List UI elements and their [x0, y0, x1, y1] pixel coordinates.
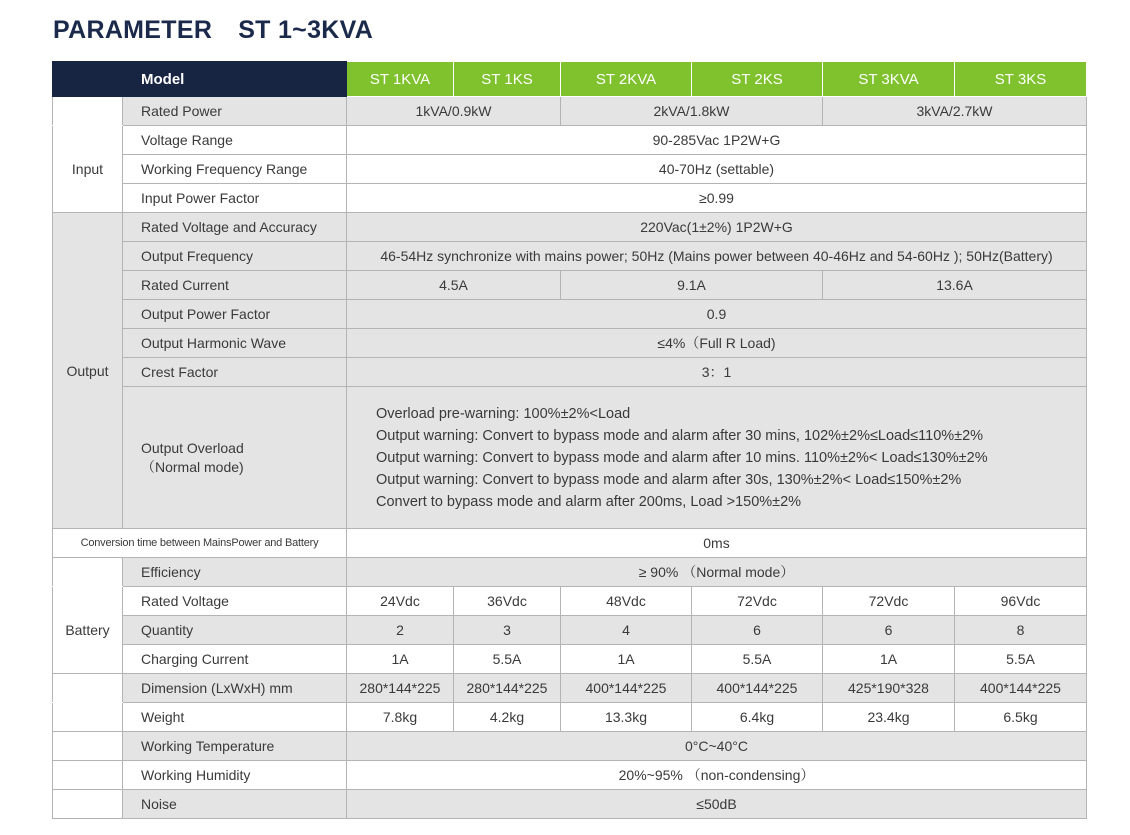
param-value: 425*190*328: [823, 674, 955, 703]
param-label: Rated Current: [123, 271, 347, 300]
spec-table: [52, 61, 1087, 819]
table-row: [53, 387, 1087, 529]
param-value: 1A: [347, 645, 454, 674]
param-label: Dimension (LxWxH) mm: [123, 674, 347, 703]
param-value: 0°C~40°C: [347, 732, 1087, 761]
param-value: 1kVA/0.9kW: [347, 97, 561, 126]
overload-description: [347, 387, 1087, 529]
group-spacer: [53, 674, 123, 703]
param-value: ≤50dB: [347, 790, 1087, 819]
page-title-main: PARAMETER: [53, 16, 213, 44]
table-row: [53, 184, 1087, 213]
param-value: 3: [454, 616, 561, 645]
overload-line: Convert to bypass mode and alarm after 200ms, Load >150%±2%: [376, 493, 802, 510]
param-value: 6: [823, 616, 955, 645]
table-row: [53, 790, 1087, 819]
param-value: 5.5A: [955, 645, 1087, 674]
param-value: 46-54Hz synchronize with mains power; 50Hz (Mains power between 40-46Hz and 54-60Hz ); 50Hz(Battery): [347, 242, 1087, 271]
table-row: [53, 616, 1087, 645]
param-value: 24Vdc: [347, 587, 454, 616]
table-row: [53, 674, 1087, 703]
param-value: 13.3kg: [561, 703, 692, 732]
table-row: [53, 271, 1087, 300]
param-value: 23.4kg: [823, 703, 955, 732]
param-value: 7.8kg: [347, 703, 454, 732]
group-label-input: Input: [53, 126, 123, 213]
param-value: 4.5A: [347, 271, 561, 300]
column-header: ST 1KVA: [347, 62, 454, 97]
table-row: [53, 358, 1087, 387]
param-value: ≤4%（Full R Load): [347, 329, 1087, 358]
param-value: 5.5A: [454, 645, 561, 674]
table-row: [53, 329, 1087, 358]
param-value: 3kVA/2.7kW: [823, 97, 1087, 126]
param-value: 40-70Hz (settable): [347, 155, 1087, 184]
table-row: [53, 703, 1087, 732]
param-label: Voltage Range: [123, 126, 347, 155]
overload-line: Output warning: Convert to bypass mode and alarm after 30s, 130%±2%< Load≤150%±2%: [376, 471, 962, 488]
param-label: Charging Current: [123, 645, 347, 674]
column-header: ST 1KS: [454, 62, 561, 97]
param-label: Output Harmonic Wave: [123, 329, 347, 358]
column-header: ST 2KS: [692, 62, 823, 97]
param-value: 20%~95% （non-condensing）: [347, 761, 1087, 790]
table-row: [53, 558, 1087, 587]
table-row: [53, 645, 1087, 674]
param-value: 48Vdc: [561, 587, 692, 616]
group-spacer: [53, 703, 123, 732]
param-label: Working Temperature: [123, 732, 347, 761]
param-label: Quantity: [123, 616, 347, 645]
param-label: Rated Voltage: [123, 587, 347, 616]
param-value: 13.6A: [823, 271, 1087, 300]
group-spacer: [53, 790, 123, 819]
param-value: 0.9: [347, 300, 1087, 329]
table-row: [53, 97, 1087, 126]
param-value: 0ms: [347, 529, 1087, 558]
group-label-battery: Battery: [53, 587, 123, 674]
page-title-model-range: ST 1~3KVA: [238, 16, 374, 44]
param-value: ≥ 90% （Normal mode）: [347, 558, 1087, 587]
table-row: [53, 242, 1087, 271]
param-value: 9.1A: [561, 271, 823, 300]
overload-line: Output warning: Convert to bypass mode and alarm after 30 mins, 102%±2%≤Load≤110%±2%: [376, 427, 984, 444]
overload-line: Overload pre-warning: 100%±2%<Load: [376, 405, 631, 422]
param-value: 8: [955, 616, 1087, 645]
overload-label: Output Overload: [141, 439, 244, 456]
param-value: 280*144*225: [454, 674, 561, 703]
param-label: Weight: [123, 703, 347, 732]
overload-label-mode: （Normal mode): [141, 458, 244, 475]
param-value: 72Vdc: [823, 587, 955, 616]
table-row: [53, 126, 1087, 155]
param-value: 2: [347, 616, 454, 645]
param-label: Conversion time between MainsPower and Battery: [53, 529, 347, 558]
table-row: [53, 300, 1087, 329]
param-value: 4.2kg: [454, 703, 561, 732]
param-label: Working Frequency Range: [123, 155, 347, 184]
column-header: ST 3KS: [955, 62, 1087, 97]
param-value: 6.5kg: [955, 703, 1087, 732]
header-row: [53, 62, 1087, 97]
page-title: [53, 16, 373, 45]
param-label: Output Power Factor: [123, 300, 347, 329]
param-value: 96Vdc: [955, 587, 1087, 616]
table-row: [53, 529, 1087, 558]
param-value: 4: [561, 616, 692, 645]
param-value: 3：1: [347, 358, 1087, 387]
param-value: 36Vdc: [454, 587, 561, 616]
param-label: Crest Factor: [123, 358, 347, 387]
param-label: [123, 387, 347, 529]
param-value: 400*144*225: [955, 674, 1087, 703]
group-spacer: [53, 97, 123, 126]
param-value: 90-285Vac 1P2W+G: [347, 126, 1087, 155]
group-spacer: [53, 558, 123, 587]
param-value: 6.4kg: [692, 703, 823, 732]
param-label: Noise: [123, 790, 347, 819]
param-value: 5.5A: [692, 645, 823, 674]
group-label-output: Output: [53, 213, 123, 529]
param-label: Rated Power: [123, 97, 347, 126]
param-value: 400*144*225: [561, 674, 692, 703]
param-value: 6: [692, 616, 823, 645]
column-header: ST 2KVA: [561, 62, 692, 97]
param-label: Working Humidity: [123, 761, 347, 790]
param-value: 220Vac(1±2%) 1P2W+G: [347, 213, 1087, 242]
table-row: [53, 761, 1087, 790]
param-label: Efficiency: [123, 558, 347, 587]
param-value: 400*144*225: [692, 674, 823, 703]
overload-line: Output warning: Convert to bypass mode and alarm after 10 mins. 110%±2%< Load≤130%±2%: [376, 449, 988, 466]
column-header: ST 3KVA: [823, 62, 955, 97]
param-value: 2kVA/1.8kW: [561, 97, 823, 126]
param-value: 1A: [561, 645, 692, 674]
table-row: [53, 732, 1087, 761]
table-row: [53, 587, 1087, 616]
group-spacer: [53, 761, 123, 790]
param-value: 72Vdc: [692, 587, 823, 616]
table-row: [53, 155, 1087, 184]
param-value: ≥0.99: [347, 184, 1087, 213]
param-value: 280*144*225: [347, 674, 454, 703]
group-spacer: [53, 732, 123, 761]
param-label: Input Power Factor: [123, 184, 347, 213]
param-label: Rated Voltage and Accuracy: [123, 213, 347, 242]
param-label: Output Frequency: [123, 242, 347, 271]
param-value: 1A: [823, 645, 955, 674]
model-header: Model: [53, 62, 347, 97]
table-row: [53, 213, 1087, 242]
